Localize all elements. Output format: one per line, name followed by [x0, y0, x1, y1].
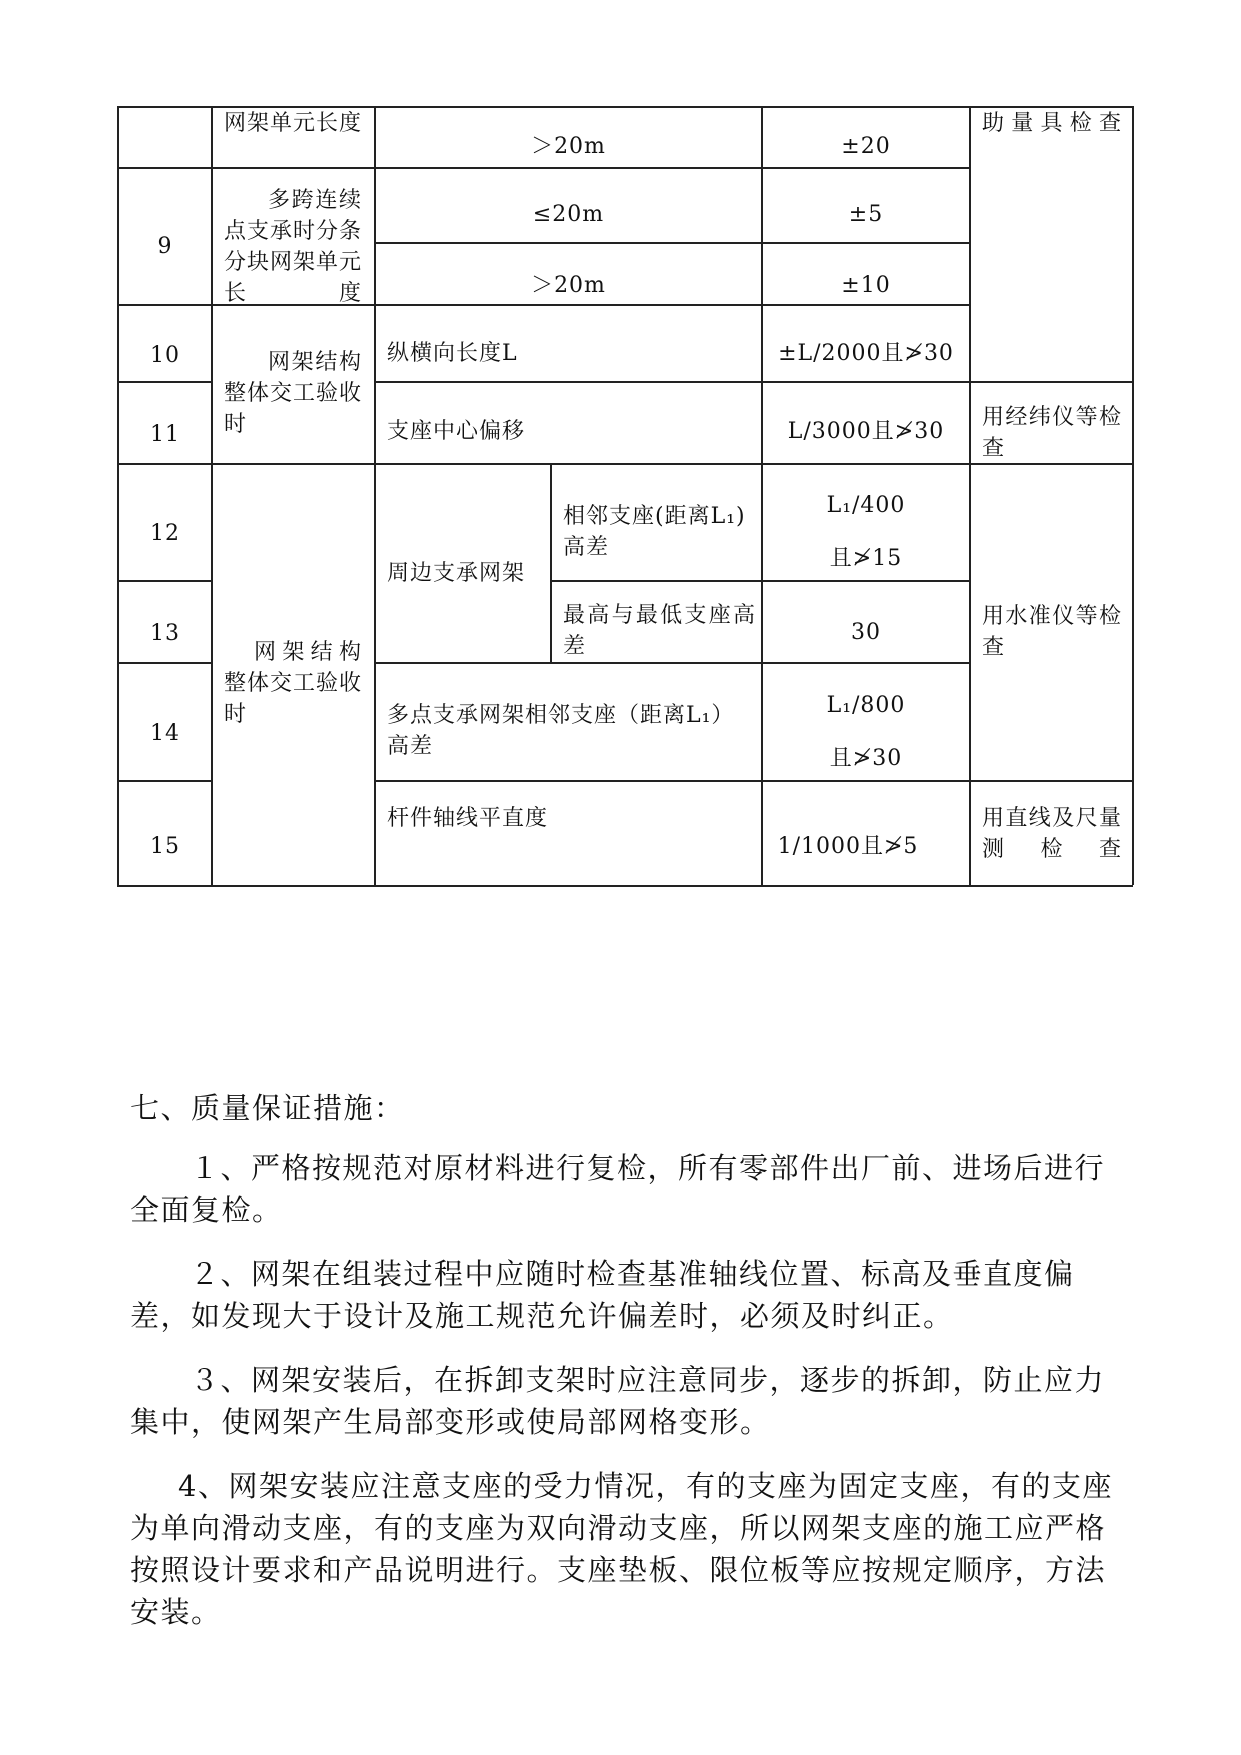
sub-condition-cell: 相邻支座(距离L₁)高差 — [563, 504, 746, 560]
row-number: 11 — [150, 422, 180, 447]
item-cell: 网架单元长度 — [224, 111, 363, 136]
table-divider — [374, 780, 1133, 782]
table-divider — [117, 780, 211, 782]
row-number: 9 — [157, 234, 173, 259]
tolerance-cell: L₁/400 — [826, 493, 906, 518]
periphery-cell: 周边支承网架 — [387, 561, 526, 586]
row-number: 14 — [150, 721, 180, 746]
paragraph: １、严格按规范对原材料进行复检，所有零部件出厂前、进场后进行全面复检。 — [130, 1151, 1106, 1227]
table-divider — [117, 381, 211, 383]
table-divider — [969, 106, 971, 885]
paragraph: ２、网架在组装过程中应随时检查基准轴线位置、标高及垂直度偏差，如发现大于设计及施工规范允许偏差时，必须及时纠正。 — [130, 1257, 1075, 1333]
tolerance-cell: L₁/800 — [826, 693, 906, 718]
table-divider — [374, 242, 969, 244]
sub-condition-cell: 最高与最低支座高差 — [563, 603, 756, 659]
condition-cell: ≤20m — [532, 202, 605, 227]
table-divider — [550, 463, 552, 662]
item-cell: 网架结构整体交工验收时 — [224, 640, 363, 727]
tolerance-cell: ±L/2000且≯30 — [778, 341, 954, 366]
paragraph: 4、网架安装应注意支座的受力情况，有的支座为固定支座，有的支座为单向滑动支座，有的支座为双向滑动支座，所以网架支座的施工应严格按照设计要求和产品说明进行。支座垫板、限位板等应按规定顺序，方法安装。 — [130, 1469, 1113, 1629]
tolerance-cell: 且≯30 — [829, 746, 903, 771]
table-divider — [374, 662, 969, 664]
tolerance-cell: ±5 — [848, 202, 884, 227]
row-number: 13 — [150, 621, 180, 646]
paragraph: ３、网架安装后，在拆卸支架时应注意同步，逐步的拆卸，防止应力集中，使网架产生局部变形或使局部网格变形。 — [130, 1363, 1106, 1439]
section-heading: 七、质量保证措施： — [130, 1091, 405, 1125]
table-border — [117, 106, 119, 885]
row-number: 12 — [150, 521, 180, 546]
row-number: 10 — [150, 343, 180, 368]
condition-cell: 支座中心偏移 — [387, 419, 526, 444]
method-cell: 用水准仪等检查 — [982, 604, 1122, 660]
tolerance-cell: L/3000且≯30 — [787, 419, 945, 444]
table-divider — [117, 304, 969, 306]
table-divider — [550, 580, 969, 582]
tolerance-cell: ±10 — [841, 273, 891, 298]
table-divider — [374, 381, 1133, 383]
table-border — [1132, 106, 1134, 885]
table-divider — [117, 662, 211, 664]
method-cell: 用直线及尺量测检查 — [982, 806, 1122, 862]
item-cell-clip — [213, 169, 374, 304]
condition-cell: ＞20m — [531, 273, 606, 298]
tolerance-cell: 30 — [851, 620, 881, 645]
table-divider — [117, 580, 211, 582]
condition-cell: ＞20m — [531, 134, 606, 159]
tolerance-cell: 1/1000且≯5 — [777, 834, 919, 859]
table-border — [117, 885, 1133, 887]
item-cell: 网架结构整体交工验收时 — [224, 350, 363, 437]
condition-cell: 多点支承网架相邻支座（距离L₁）高差 — [387, 703, 735, 759]
item-cell: 多跨连续点支承时分条分块网架单元长度 — [224, 188, 363, 304]
table-divider — [117, 463, 1133, 465]
tolerance-cell: ±20 — [841, 134, 891, 159]
row-number: 15 — [150, 834, 180, 859]
tolerance-cell: 且≯15 — [829, 546, 903, 571]
method-cell: 用经纬仪等检查 — [982, 405, 1122, 461]
condition-cell: 纵横向长度L — [387, 341, 518, 366]
method-cell: 助量具检查 — [982, 111, 1122, 136]
condition-cell: 杆件轴线平直度 — [387, 806, 549, 831]
